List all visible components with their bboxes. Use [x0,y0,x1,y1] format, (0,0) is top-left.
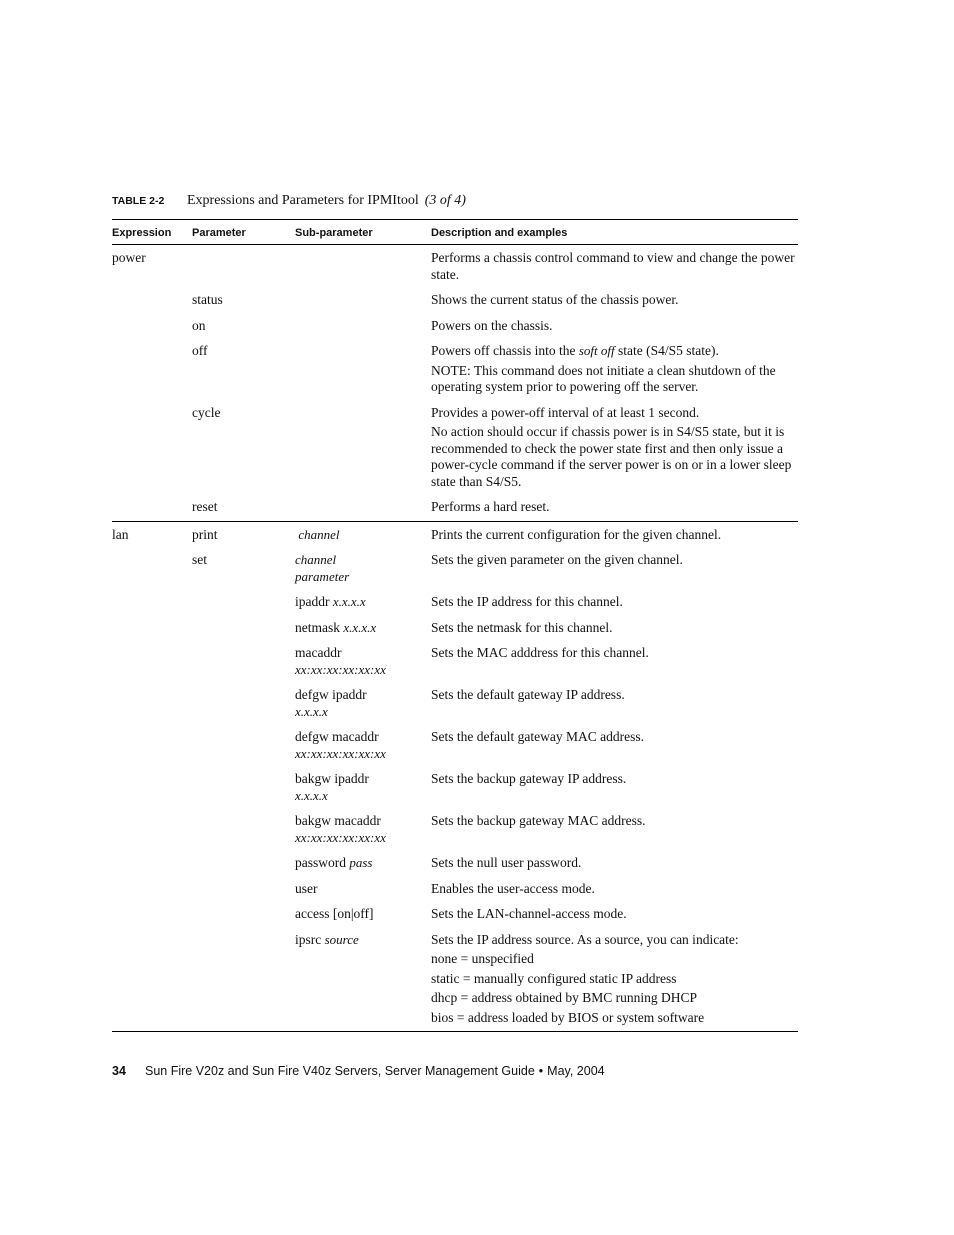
description-text: Performs a hard reset. [431,499,550,514]
header-description: Description and examples [431,220,798,245]
description-text: Sets the backup gateway MAC address. [431,813,646,828]
description-text: none = unspecified [431,951,534,966]
description-text: dhcp = address obtained by BMC running DHCP [431,990,697,1005]
description-text: No action should occur if chassis power is in S4/S5 state, but it is recommended to check the power state first and then only issue a power-cycle command if the server power is on or in a lower sleep state than S4/S5. [431,424,792,489]
table-row [112,809,798,851]
footer-bullet: • [538,1064,544,1078]
expression-cell: power [112,250,146,265]
subparameter-cell: netmask x.x.x.x [295,619,377,635]
table-row [112,339,798,401]
description-cell [431,809,798,851]
subparameter-cell: defgw ipaddr x.x.x.x [295,687,367,719]
description-cell [431,288,798,314]
description-text: Sets the given parameter on the given channel. [431,552,683,567]
description-cell [431,767,798,809]
parameter-cell: reset [192,495,295,521]
table-row [112,521,798,548]
description-cell [431,590,798,616]
subparameter-cell: bakgw ipaddr x.x.x.x [295,771,369,803]
header-parameter: Parameter [192,220,295,245]
description-text: Sets the LAN-channel-access mode. [431,906,627,921]
table-caption [112,191,466,209]
table-row [112,683,798,725]
table-row [112,245,798,289]
expression-cell: lan [112,526,129,542]
description-text: Sets the default gateway IP address. [431,687,625,702]
subparameter-cell: macaddr xx:xx:xx:xx:xx:xx [295,645,386,677]
subparameter-cell: ipsrc source [295,928,431,1032]
description-text: Enables the user-access mode. [431,880,595,896]
subparameter-cell: bakgw macaddr xx:xx:xx:xx:xx:xx [295,813,386,845]
description-text: Powers off chassis into the soft off state (S4/S5 state). [431,343,719,358]
description-text: Sets the netmask for this channel. [431,619,613,635]
subparameter-cell: channel [298,526,340,542]
description-text: Sets the IP address for this channel. [431,594,623,609]
parameter-cell: status [192,292,223,307]
description-cell [431,245,798,289]
footer-title: Sun Fire V20z and Sun Fire V40z Servers, Server Management Guide [145,1064,535,1078]
description-cell [431,548,798,590]
header-subparameter: Sub-parameter [295,220,431,245]
page-footer [112,1064,605,1078]
parameter-cell: print [192,526,218,542]
description-cell [431,725,798,767]
description-cell [431,877,798,903]
table-row [112,288,798,314]
table-number: TABLE 2-2 [112,195,165,207]
subparameter-cell [295,245,431,289]
description-text: Sets the null user password. [431,855,582,870]
table-row [112,851,798,877]
parameter-cell: cycle [192,404,221,420]
footer-date: May, 2004 [547,1064,605,1078]
table-row [112,641,798,683]
description-cell [431,314,798,340]
page-number: 34 [112,1064,126,1078]
subparameter-cell: ipaddr x.x.x.x [295,594,366,609]
description-text: Sets the default gateway MAC address. [431,729,644,744]
description-cell [431,928,798,1032]
description-cell [431,616,798,642]
subparameter-cell: password pass [295,855,373,870]
header-expression: Expression [112,220,192,245]
table-row [112,616,798,642]
table-row [112,725,798,767]
table-row [112,548,798,590]
description-cell [431,495,798,521]
subparameter-cell: defgw macaddr xx:xx:xx:xx:xx:xx [295,729,386,761]
table-row [112,928,798,1032]
description-text: Sets the IP address source. As a source, you can indicate: [431,931,739,947]
description-text: Shows the current status of the chassis power. [431,292,679,307]
ipmitool-table [112,219,798,1032]
description-note: NOTE: This command does not initiate a clean shutdown of the operating system prior to powering off the server. [431,362,776,394]
table-row [112,401,798,496]
description-text: Sets the MAC adddress for this channel. [431,645,649,660]
description-text: bios = address loaded by BIOS or system software [431,1009,705,1025]
parameter-cell: set [192,552,207,567]
description-cell [431,683,798,725]
description-text: Sets the backup gateway IP address. [431,771,627,786]
description-text: static = manually configured static IP address [431,970,677,986]
table-title: Expressions and Parameters for IPMItool [187,193,419,208]
description-cell [431,902,798,928]
table-part: (3 of 4) [424,193,466,208]
description-cell [431,851,798,877]
table-row [112,314,798,340]
description-text: Provides a power-off interval of at least 1 second. [431,404,700,420]
table-row [112,902,798,928]
description-text: Performs a chassis control command to view and change the power state. [431,250,795,282]
subparameter-cell: access [on|off] [295,906,374,921]
table-header-row [112,220,798,245]
table-row [112,877,798,903]
description-cell [431,339,798,401]
description-cell [431,641,798,683]
table-row [112,590,798,616]
subparameter-cell: user [295,880,318,896]
description-text: Prints the current configuration for the given channel. [431,526,722,542]
parameter-cell: off [192,343,208,358]
table-row [112,767,798,809]
table-row [112,495,798,521]
description-cell [431,521,798,548]
subparameter-cell: channel parameter [295,552,350,584]
parameter-cell: on [192,317,206,333]
parameter-cell [192,245,295,289]
description-text: Powers on the chassis. [431,317,553,333]
description-cell [431,401,798,496]
